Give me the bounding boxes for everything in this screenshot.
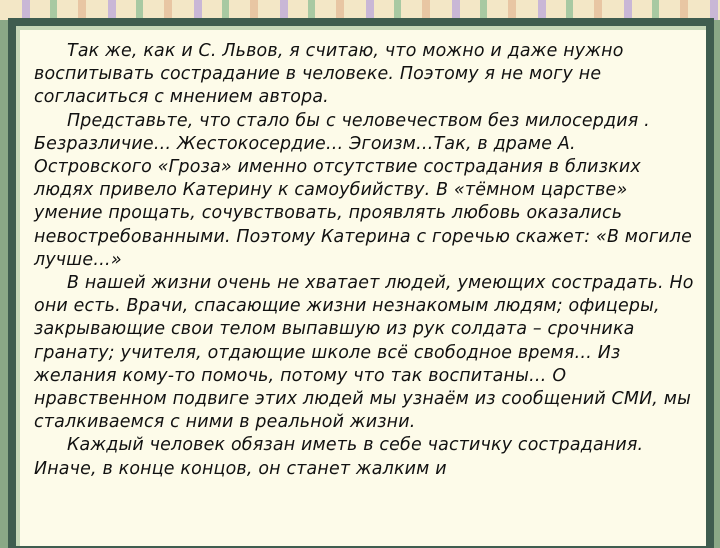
paragraph-3: В нашей жизни очень не хватает людей, умеющих сострадать. Но они есть. Врачи, спасающие жизни незнакомым людям; офицеры, закрывающие свои телом выпавшую из рук солдата – срочника гранату; учителя, отдающие школе всё свободное время… Из желания кому-то помочь, потому что так воспитаны… О нравственном подвиге этих людей мы узнаём из сообщений СМИ, мы сталкиваемся с ними в реальной жизни. [34,273,694,433]
paragraph-2: Представьте, что стало бы с человечеством без милосердия . Безразличие… Жестокосердие… Эгоизм…Так, в драме А. Островского «Гроза» именно отсутствие сострадания в близких людях привело Катерину к самоубийству. В «тёмном царстве» умение прощать, сочувствовать, проявлять любовь оказались невостребованными. Поэтому Катерина с горечью скажет: «В могиле лучше…» [34,110,693,270]
paragraph-4: Каждый человек обязан иметь в себе частичку сострадания. Иначе, в конце концов, он станет жалким и [34,435,644,479]
essay-text [34,40,694,481]
paragraph-1: Так же, как и С. Львов, я считаю, что можно и даже нужно воспитывать сострадание в человеке. Поэтому я не могу не согласиться с мнением автора. [34,41,624,108]
decorative-stripe-border [0,0,720,20]
